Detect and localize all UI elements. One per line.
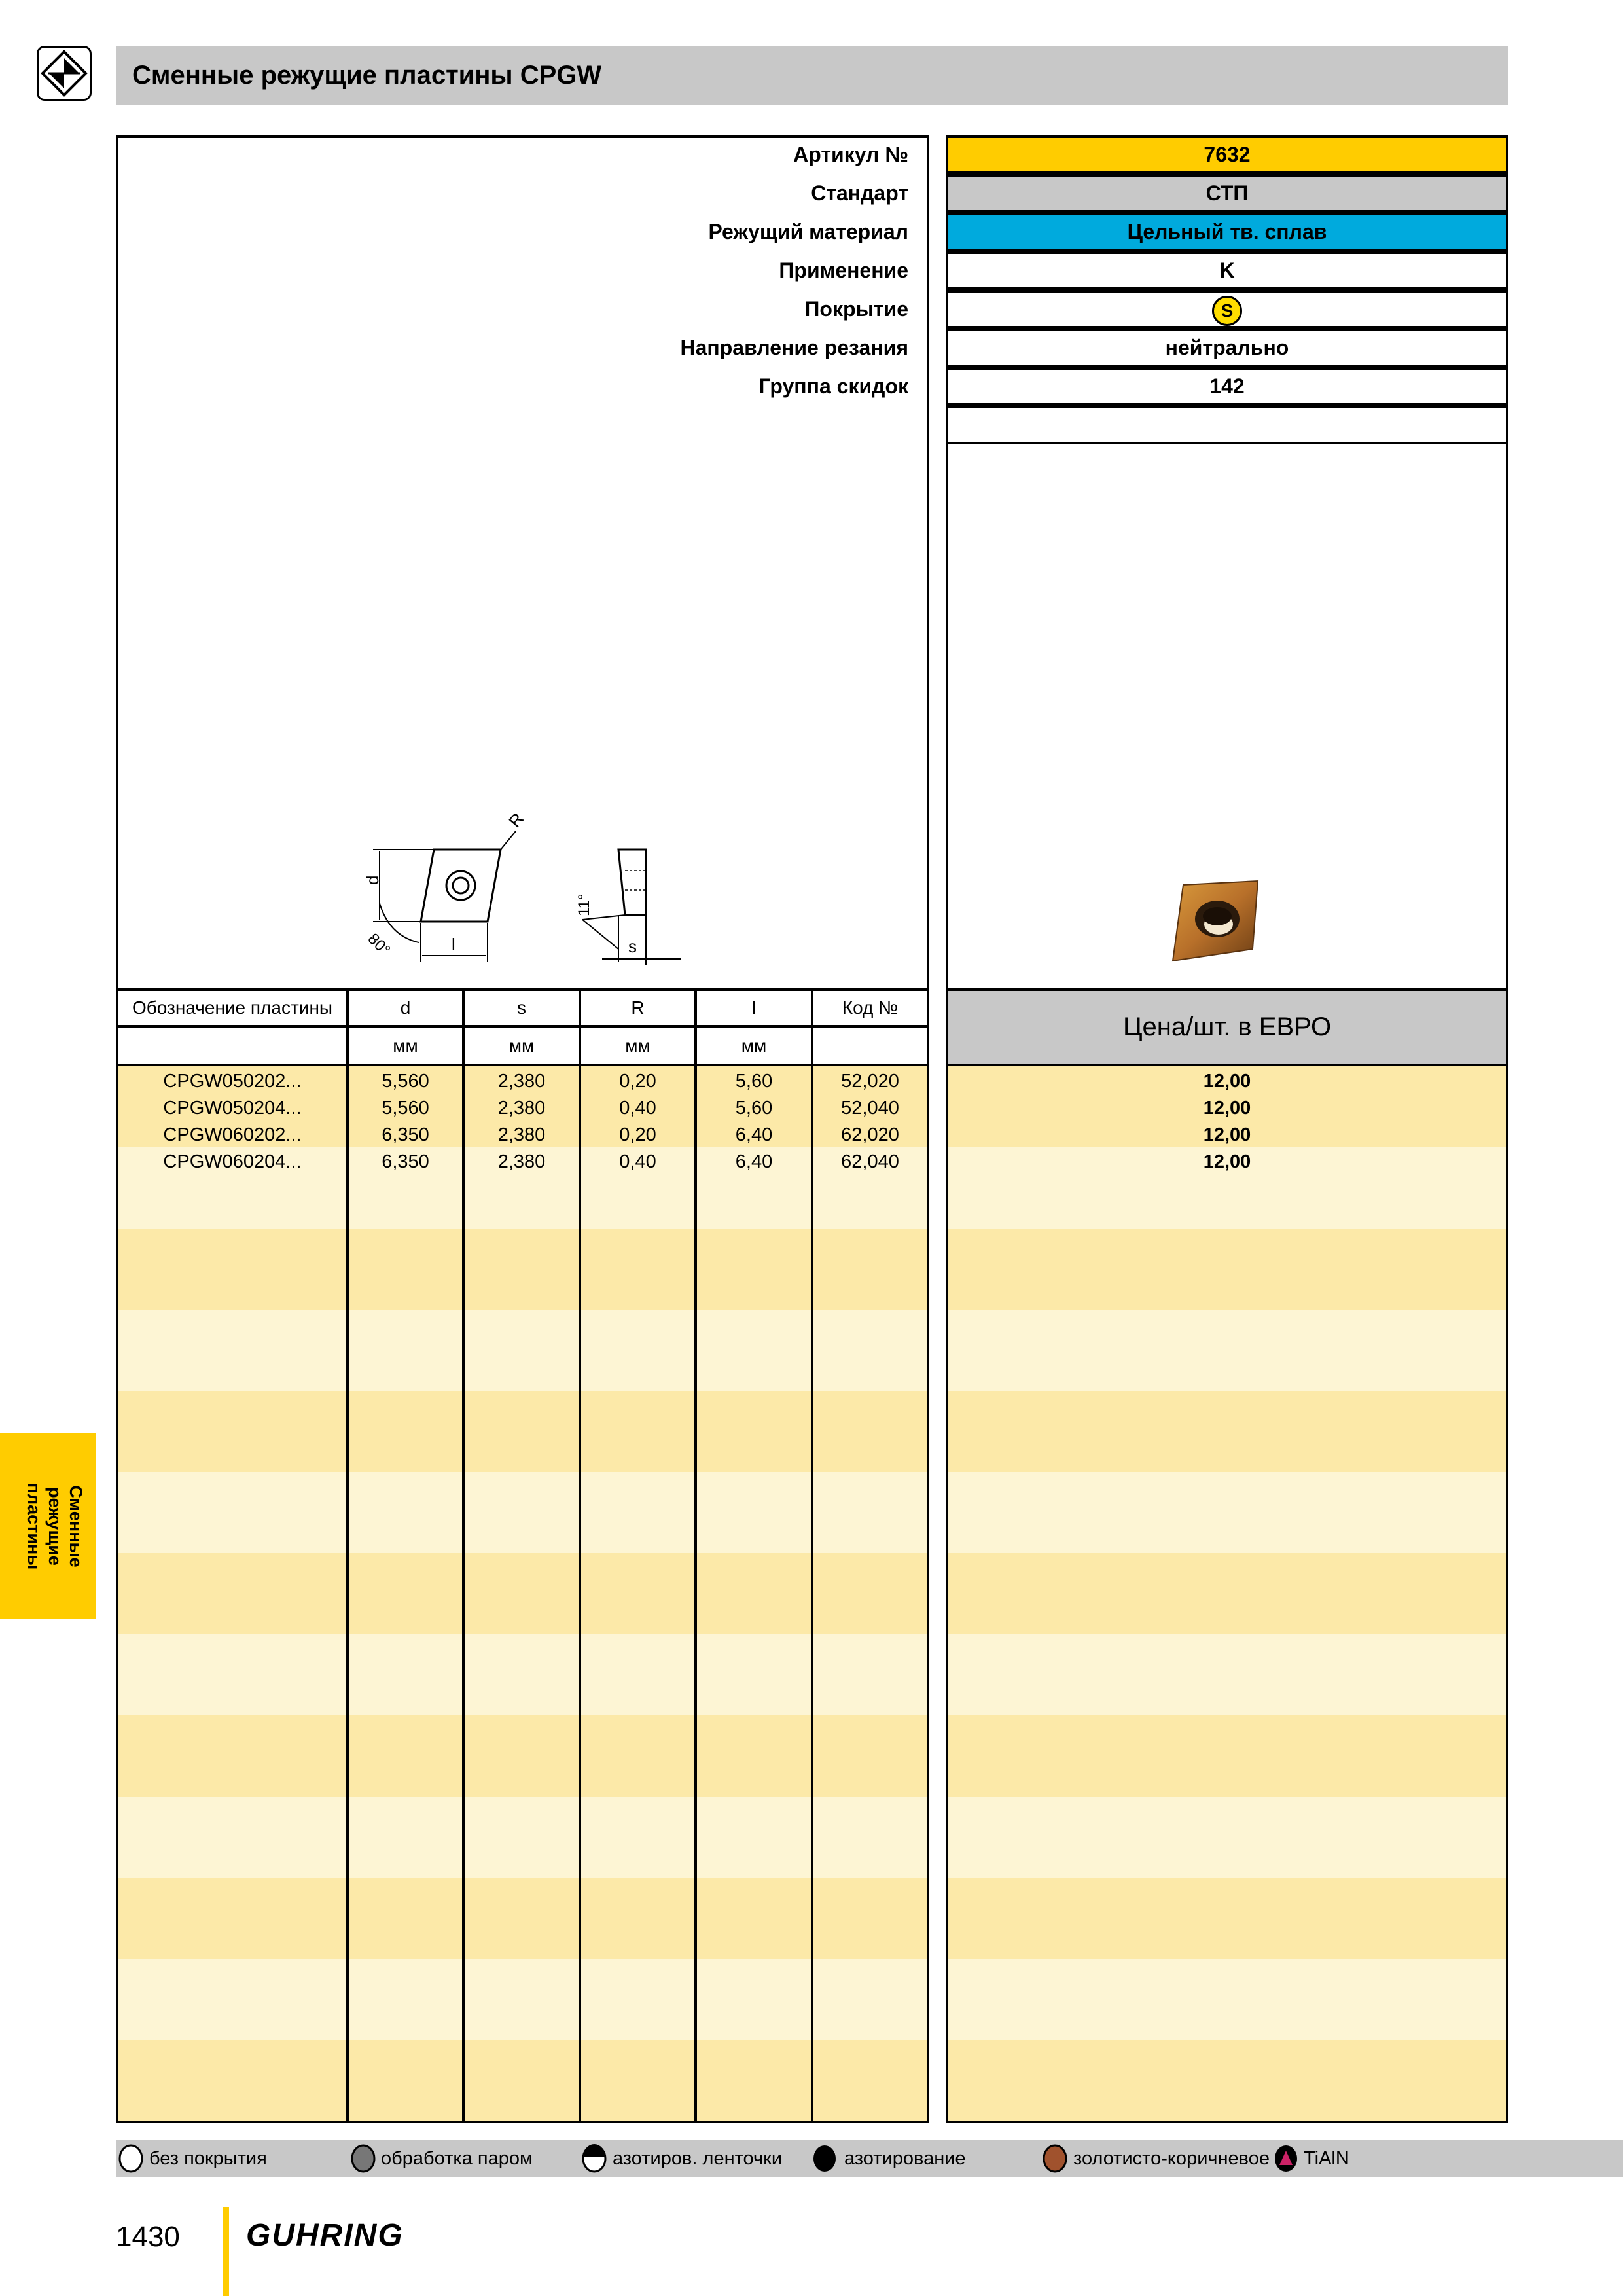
table-stripe	[118, 1959, 927, 2040]
table-stripe	[948, 1472, 1506, 1553]
dim-l: l	[452, 935, 455, 954]
table-stripe	[118, 1715, 927, 1797]
spec-value-discount: 142	[946, 367, 1508, 406]
table-stripe	[948, 1797, 1506, 1878]
cell-designation: CPGW060202...	[163, 1124, 302, 1145]
cell-code: 52,040	[841, 1098, 899, 1119]
cell-l: 6,40	[735, 1124, 773, 1145]
price-bottom-rule	[946, 1064, 1508, 1066]
table-stripe	[118, 1229, 927, 1310]
compass-logo-icon	[39, 48, 90, 99]
table-stripe	[948, 1959, 1506, 2040]
unit-d: мм	[393, 1035, 418, 1056]
table-stripe	[948, 1229, 1506, 1310]
spec-label-standard: Стандарт	[811, 181, 908, 205]
nitrided-land-icon	[581, 2144, 607, 2173]
spec-value-material: Цельный тв. сплав	[946, 213, 1508, 251]
coating-badge-icon: S	[1212, 296, 1242, 326]
spec-value-standard: СТП	[946, 174, 1508, 213]
cell-price: 12,00	[1203, 1071, 1251, 1092]
spec-value-direction: нейтрально	[946, 329, 1508, 367]
table-stripe	[948, 1878, 1506, 1959]
no-coating-icon	[118, 2144, 144, 2173]
th-l: l	[751, 997, 757, 1018]
cell-d: 5,560	[382, 1071, 429, 1092]
cell-R: 0,40	[619, 1151, 656, 1172]
legend-nitrided-land: азотиров. ленточки	[613, 2148, 783, 2169]
table-stripe	[118, 1553, 927, 1634]
table-stripe	[118, 1878, 927, 1959]
dim-R: R	[505, 809, 528, 831]
spec-value-application: K	[946, 251, 1508, 290]
th-designation: Обозначение пластины	[132, 997, 333, 1018]
dim-d: d	[363, 875, 382, 885]
footer-accent-bar	[223, 2207, 229, 2296]
legend-no-coating: без покрытия	[149, 2148, 267, 2169]
spec-value-article: 7632	[946, 135, 1508, 174]
cell-s: 2,380	[497, 1071, 546, 1092]
svg-text:пластины: пластины	[24, 1482, 44, 1570]
legend-gold-brown: золотисто-коричневое	[1073, 2148, 1270, 2169]
cell-s: 2,380	[497, 1151, 546, 1172]
th-R: R	[631, 997, 645, 1018]
insert-technical-drawing	[353, 805, 694, 969]
dim-angle-80: 80°	[364, 929, 394, 960]
unit-R: мм	[625, 1035, 651, 1056]
table-stripe	[118, 1797, 927, 1878]
nitrided-icon	[812, 2144, 838, 2173]
spec-label-direction: Направление резания	[680, 336, 908, 359]
dim-angle-11: 11°	[575, 893, 593, 916]
insert-product-image	[1165, 877, 1263, 965]
cell-l: 5,60	[735, 1098, 773, 1119]
spec-label-application: Применение	[779, 259, 908, 282]
spec-label-discount: Группа скидок	[758, 374, 908, 398]
unit-l: мм	[741, 1035, 767, 1056]
unit-s: мм	[508, 1035, 535, 1056]
table-stripe	[948, 1391, 1506, 1472]
legend-nitrided: азотирование	[844, 2148, 966, 2169]
cell-price: 12,00	[1203, 1098, 1251, 1119]
cell-code: 62,020	[841, 1124, 899, 1145]
steam-treatment-icon	[350, 2144, 376, 2173]
legend-tialn: TiAlN	[1304, 2148, 1349, 2169]
table-stripe	[948, 1310, 1506, 1391]
th-code: Код №	[842, 997, 899, 1018]
th-d: d	[400, 997, 411, 1018]
table-stripe	[118, 1391, 927, 1472]
spec-label-material: Режущий материал	[708, 220, 908, 243]
cell-s: 2,380	[497, 1124, 546, 1145]
th-s: s	[517, 997, 526, 1018]
spec-value-coating	[946, 290, 1508, 329]
cell-R: 0,40	[619, 1098, 656, 1119]
table-stripe	[118, 1472, 927, 1553]
spec-value-empty	[946, 406, 1508, 444]
cell-price: 12,00	[1203, 1151, 1251, 1172]
brand-logo: GUHRING	[246, 2218, 404, 2253]
cell-l: 5,60	[735, 1071, 773, 1092]
table-stripe	[948, 1634, 1506, 1715]
tialn-icon	[1273, 2144, 1299, 2173]
table-stripe	[948, 1553, 1506, 1634]
svg-text:Сменные: Сменные	[66, 1485, 86, 1568]
cell-d: 5,560	[382, 1098, 429, 1119]
cell-code: 52,020	[841, 1071, 899, 1092]
cell-designation: CPGW050204...	[163, 1098, 302, 1119]
price-header: Цена/шт. в ЕВРО	[1122, 1013, 1332, 1041]
side-tab-label	[0, 1433, 96, 1619]
cell-s: 2,380	[497, 1098, 546, 1119]
cell-designation: CPGW060204...	[163, 1151, 302, 1172]
cell-R: 0,20	[619, 1071, 656, 1092]
spec-label-article: Артикул №	[793, 143, 908, 166]
cell-price: 12,00	[1203, 1124, 1251, 1145]
legend-steam: обработка паром	[381, 2148, 533, 2169]
cell-d: 6,350	[382, 1151, 429, 1172]
gold-brown-icon	[1042, 2144, 1068, 2173]
cell-d: 6,350	[382, 1124, 429, 1145]
table-stripe	[948, 2040, 1506, 2121]
table-stripe	[118, 1310, 927, 1391]
svg-text:режущие: режущие	[45, 1487, 65, 1566]
cell-designation: CPGW050202...	[163, 1071, 302, 1092]
brand-logo-box	[37, 46, 92, 101]
dim-s: s	[628, 937, 637, 956]
page-title: Сменные режущие пластины CPGW	[132, 61, 602, 90]
page-number: 1430	[116, 2221, 180, 2253]
table-stripe	[948, 1715, 1506, 1797]
cell-code: 62,040	[841, 1151, 899, 1172]
spec-label-coating: Покрытие	[804, 297, 908, 321]
cell-l: 6,40	[735, 1151, 773, 1172]
table-stripe	[118, 2040, 927, 2121]
cell-R: 0,20	[619, 1124, 656, 1145]
table-stripe	[118, 1634, 927, 1715]
